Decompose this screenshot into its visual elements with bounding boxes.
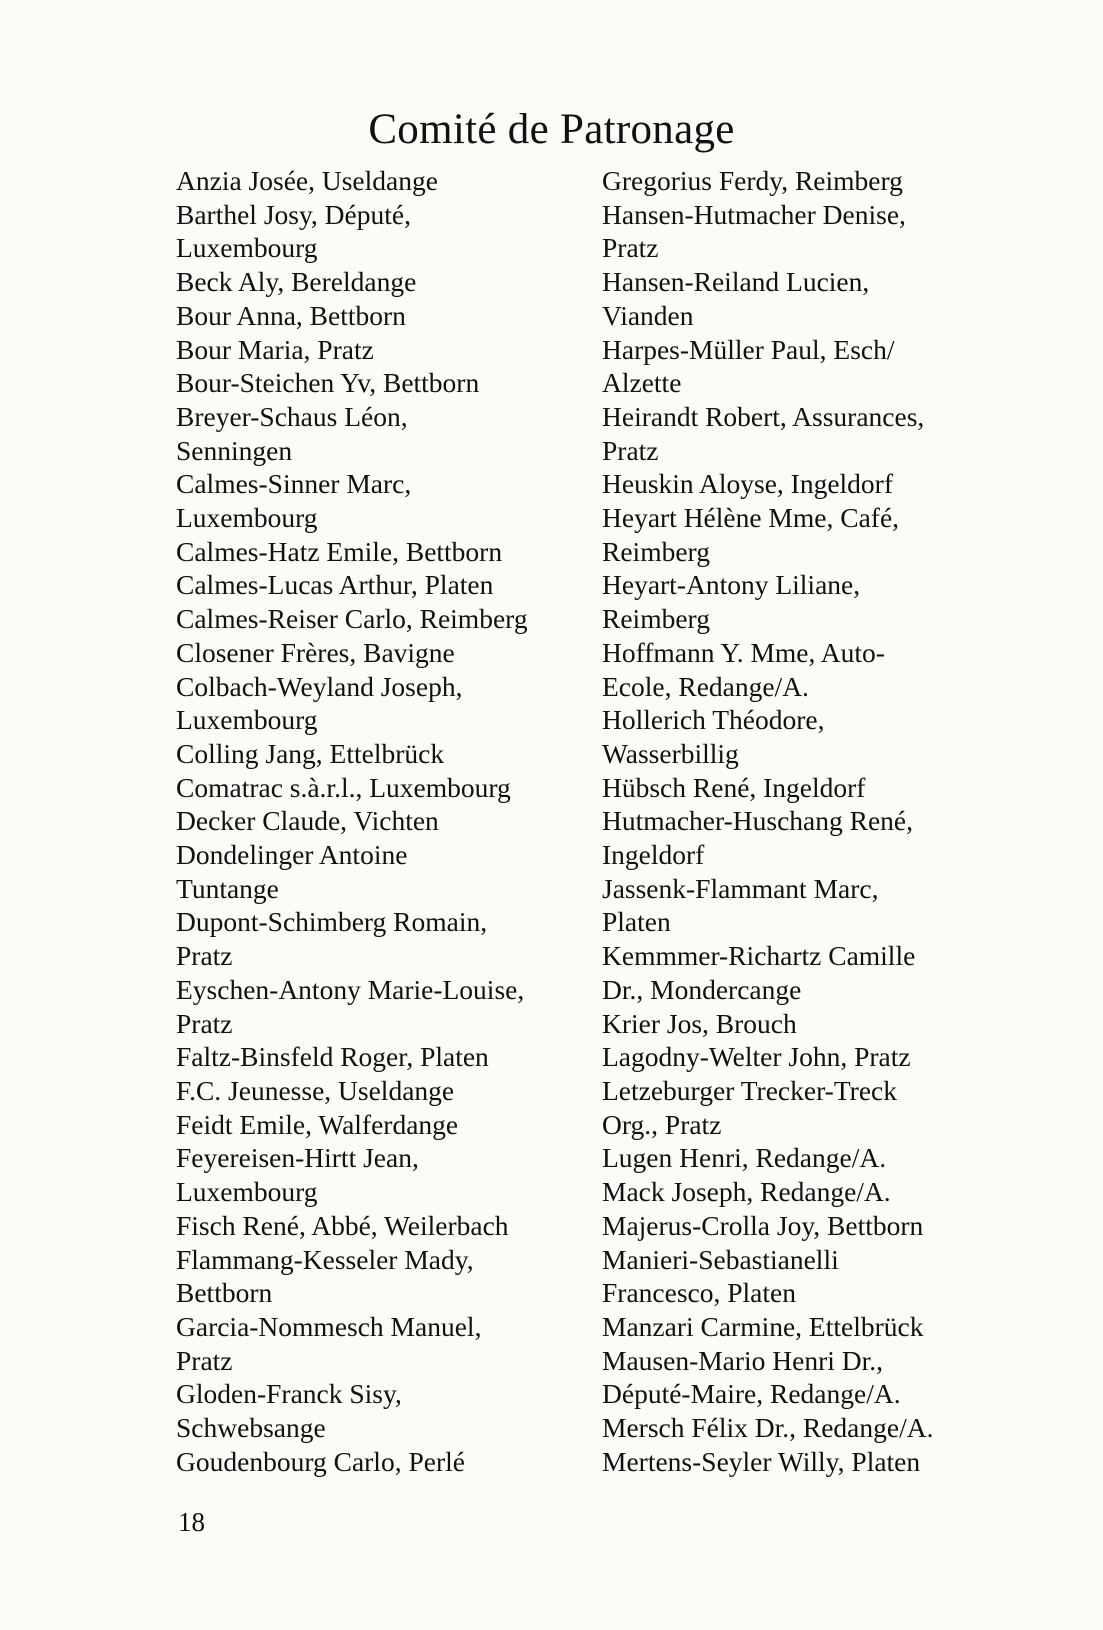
list-item: Mertens-Seyler Willy, Platen <box>602 1445 921 1477</box>
list-item: Dr., Mondercange <box>602 973 802 1005</box>
list-item: Luxembourg <box>176 502 318 534</box>
list-item: Pratz <box>176 1344 233 1376</box>
list-item: Francesco, Platen <box>602 1277 796 1309</box>
list-item: Eyschen-Antony Marie-Louise, <box>176 973 525 1005</box>
list-item: Calmes-Hatz Emile, Bettborn <box>176 535 503 567</box>
list-item: Lugen Henri, Redange/A. <box>602 1142 887 1174</box>
list-item: Vianden <box>602 299 694 331</box>
list-item: Garcia-Nommesch Manuel, <box>176 1310 482 1342</box>
list-item: Comatrac s.à.r.l., Luxembourg <box>176 771 511 803</box>
list-item: Ecole, Redange/A. <box>602 670 809 702</box>
list-item: Calmes-Reiser Carlo, Reimberg <box>176 603 528 635</box>
list-item: Org., Pratz <box>602 1108 722 1140</box>
list-item: Anzia Josée, Useldange <box>176 165 438 196</box>
list-item: Pratz <box>602 232 659 264</box>
list-item: Lagodny-Welter John, Pratz <box>602 1041 911 1073</box>
list-item: Letzeburger Trecker-Treck <box>602 1074 897 1106</box>
list-item: Député-Maire, Redange/A. <box>602 1378 901 1410</box>
left-column-list <box>176 164 576 1478</box>
list-item: Manzari Carmine, Ettelbrück <box>602 1310 924 1342</box>
list-item: Calmes-Sinner Marc, <box>176 468 412 500</box>
list-item: Feyereisen-Hirtt Jean, <box>176 1142 419 1174</box>
list-item: Luxembourg <box>176 704 318 736</box>
list-item: Calmes-Lucas Arthur, Platen <box>176 569 494 601</box>
list-item: Harpes-Müller Paul, Esch/ <box>602 333 895 365</box>
list-item: Manieri-Sebastianelli <box>602 1243 839 1275</box>
page-title: Comité de Patronage <box>368 106 735 153</box>
list-item: Ingeldorf <box>602 839 705 871</box>
list-item: Heyart-Antony Liliane, <box>602 569 861 601</box>
list-item: Colling Jang, Ettelbrück <box>176 737 445 769</box>
list-item: Luxembourg <box>176 232 318 264</box>
list-item: Tuntange <box>176 872 279 904</box>
list-item: Pratz <box>176 1007 233 1039</box>
list-item: Breyer-Schaus Léon, <box>176 400 408 432</box>
list-item: Kemmmer-Richartz Camille <box>602 940 916 972</box>
list-item: Reimberg <box>602 535 710 567</box>
list-item: Fisch René, Abbé, Weilerbach <box>176 1209 509 1241</box>
list-item: Hansen-Reiland Lucien, <box>602 266 870 298</box>
list-item: Heuskin Aloyse, Ingeldorf <box>602 468 893 500</box>
list-item: Wasserbillig <box>602 737 739 769</box>
list-item: F.C. Jeunesse, Useldange <box>176 1074 455 1106</box>
list-item: Pratz <box>602 434 659 466</box>
list-item: Hansen-Hutmacher Denise, <box>602 198 906 230</box>
list-item: Alzette <box>602 367 682 399</box>
list-item: Hoffmann Y. Mme, Auto- <box>602 636 885 668</box>
list-item: Bour Anna, Bettborn <box>176 299 406 331</box>
list-item: Closener Frères, Bavigne <box>176 636 455 668</box>
list-item: Hübsch René, Ingeldorf <box>602 771 866 803</box>
list-item: Dupont-Schimberg Romain, <box>176 906 488 938</box>
list-item: Mack Joseph, Redange/A. <box>602 1176 891 1208</box>
list-item: Bour Maria, Pratz <box>176 333 374 365</box>
list-item: Feidt Emile, Walferdange <box>176 1108 459 1140</box>
list-item: Heirandt Robert, Assurances, <box>602 400 925 432</box>
list-item: Platen <box>602 906 671 938</box>
list-item: Dondelinger Antoine <box>176 839 408 871</box>
list-item: Reimberg <box>602 603 710 635</box>
page-number: 18 <box>178 1507 205 1537</box>
list-item: Mersch Félix Dr., Redange/A. <box>602 1412 934 1444</box>
list-item: Majerus-Crolla Joy, Bettborn <box>602 1209 924 1241</box>
list-item: Schwebsange <box>176 1412 326 1444</box>
list-item: Decker Claude, Vichten <box>176 805 439 837</box>
list-item: Colbach-Weyland Joseph, <box>176 670 463 702</box>
list-item: Jassenk-Flammant Marc, <box>602 872 879 904</box>
list-item: Senningen <box>176 434 293 466</box>
list-item: Heyart Hélène Mme, Café, <box>602 502 900 534</box>
list-item: Faltz-Binsfeld Roger, Platen <box>176 1041 489 1073</box>
list-item: Pratz <box>176 940 233 972</box>
list-item: Luxembourg <box>176 1176 318 1208</box>
list-item: Bour-Steichen Yv, Bettborn <box>176 367 480 399</box>
list-item: Goudenbourg Carlo, Perlé <box>176 1445 465 1477</box>
right-column-list <box>602 164 1022 1478</box>
list-item: Hutmacher-Huschang René, <box>602 805 913 837</box>
list-item: Bettborn <box>176 1277 273 1309</box>
list-item: Hollerich Théodore, <box>602 704 825 736</box>
list-item: Gregorius Ferdy, Reimberg <box>602 165 903 196</box>
list-item: Flammang-Kesseler Mady, <box>176 1243 474 1275</box>
list-item: Beck Aly, Bereldange <box>176 266 417 298</box>
list-item: Gloden-Franck Sisy, <box>176 1378 402 1410</box>
list-item: Barthel Josy, Député, <box>176 198 411 230</box>
list-item: Krier Jos, Brouch <box>602 1007 797 1039</box>
list-item: Mausen-Mario Henri Dr., <box>602 1344 884 1376</box>
